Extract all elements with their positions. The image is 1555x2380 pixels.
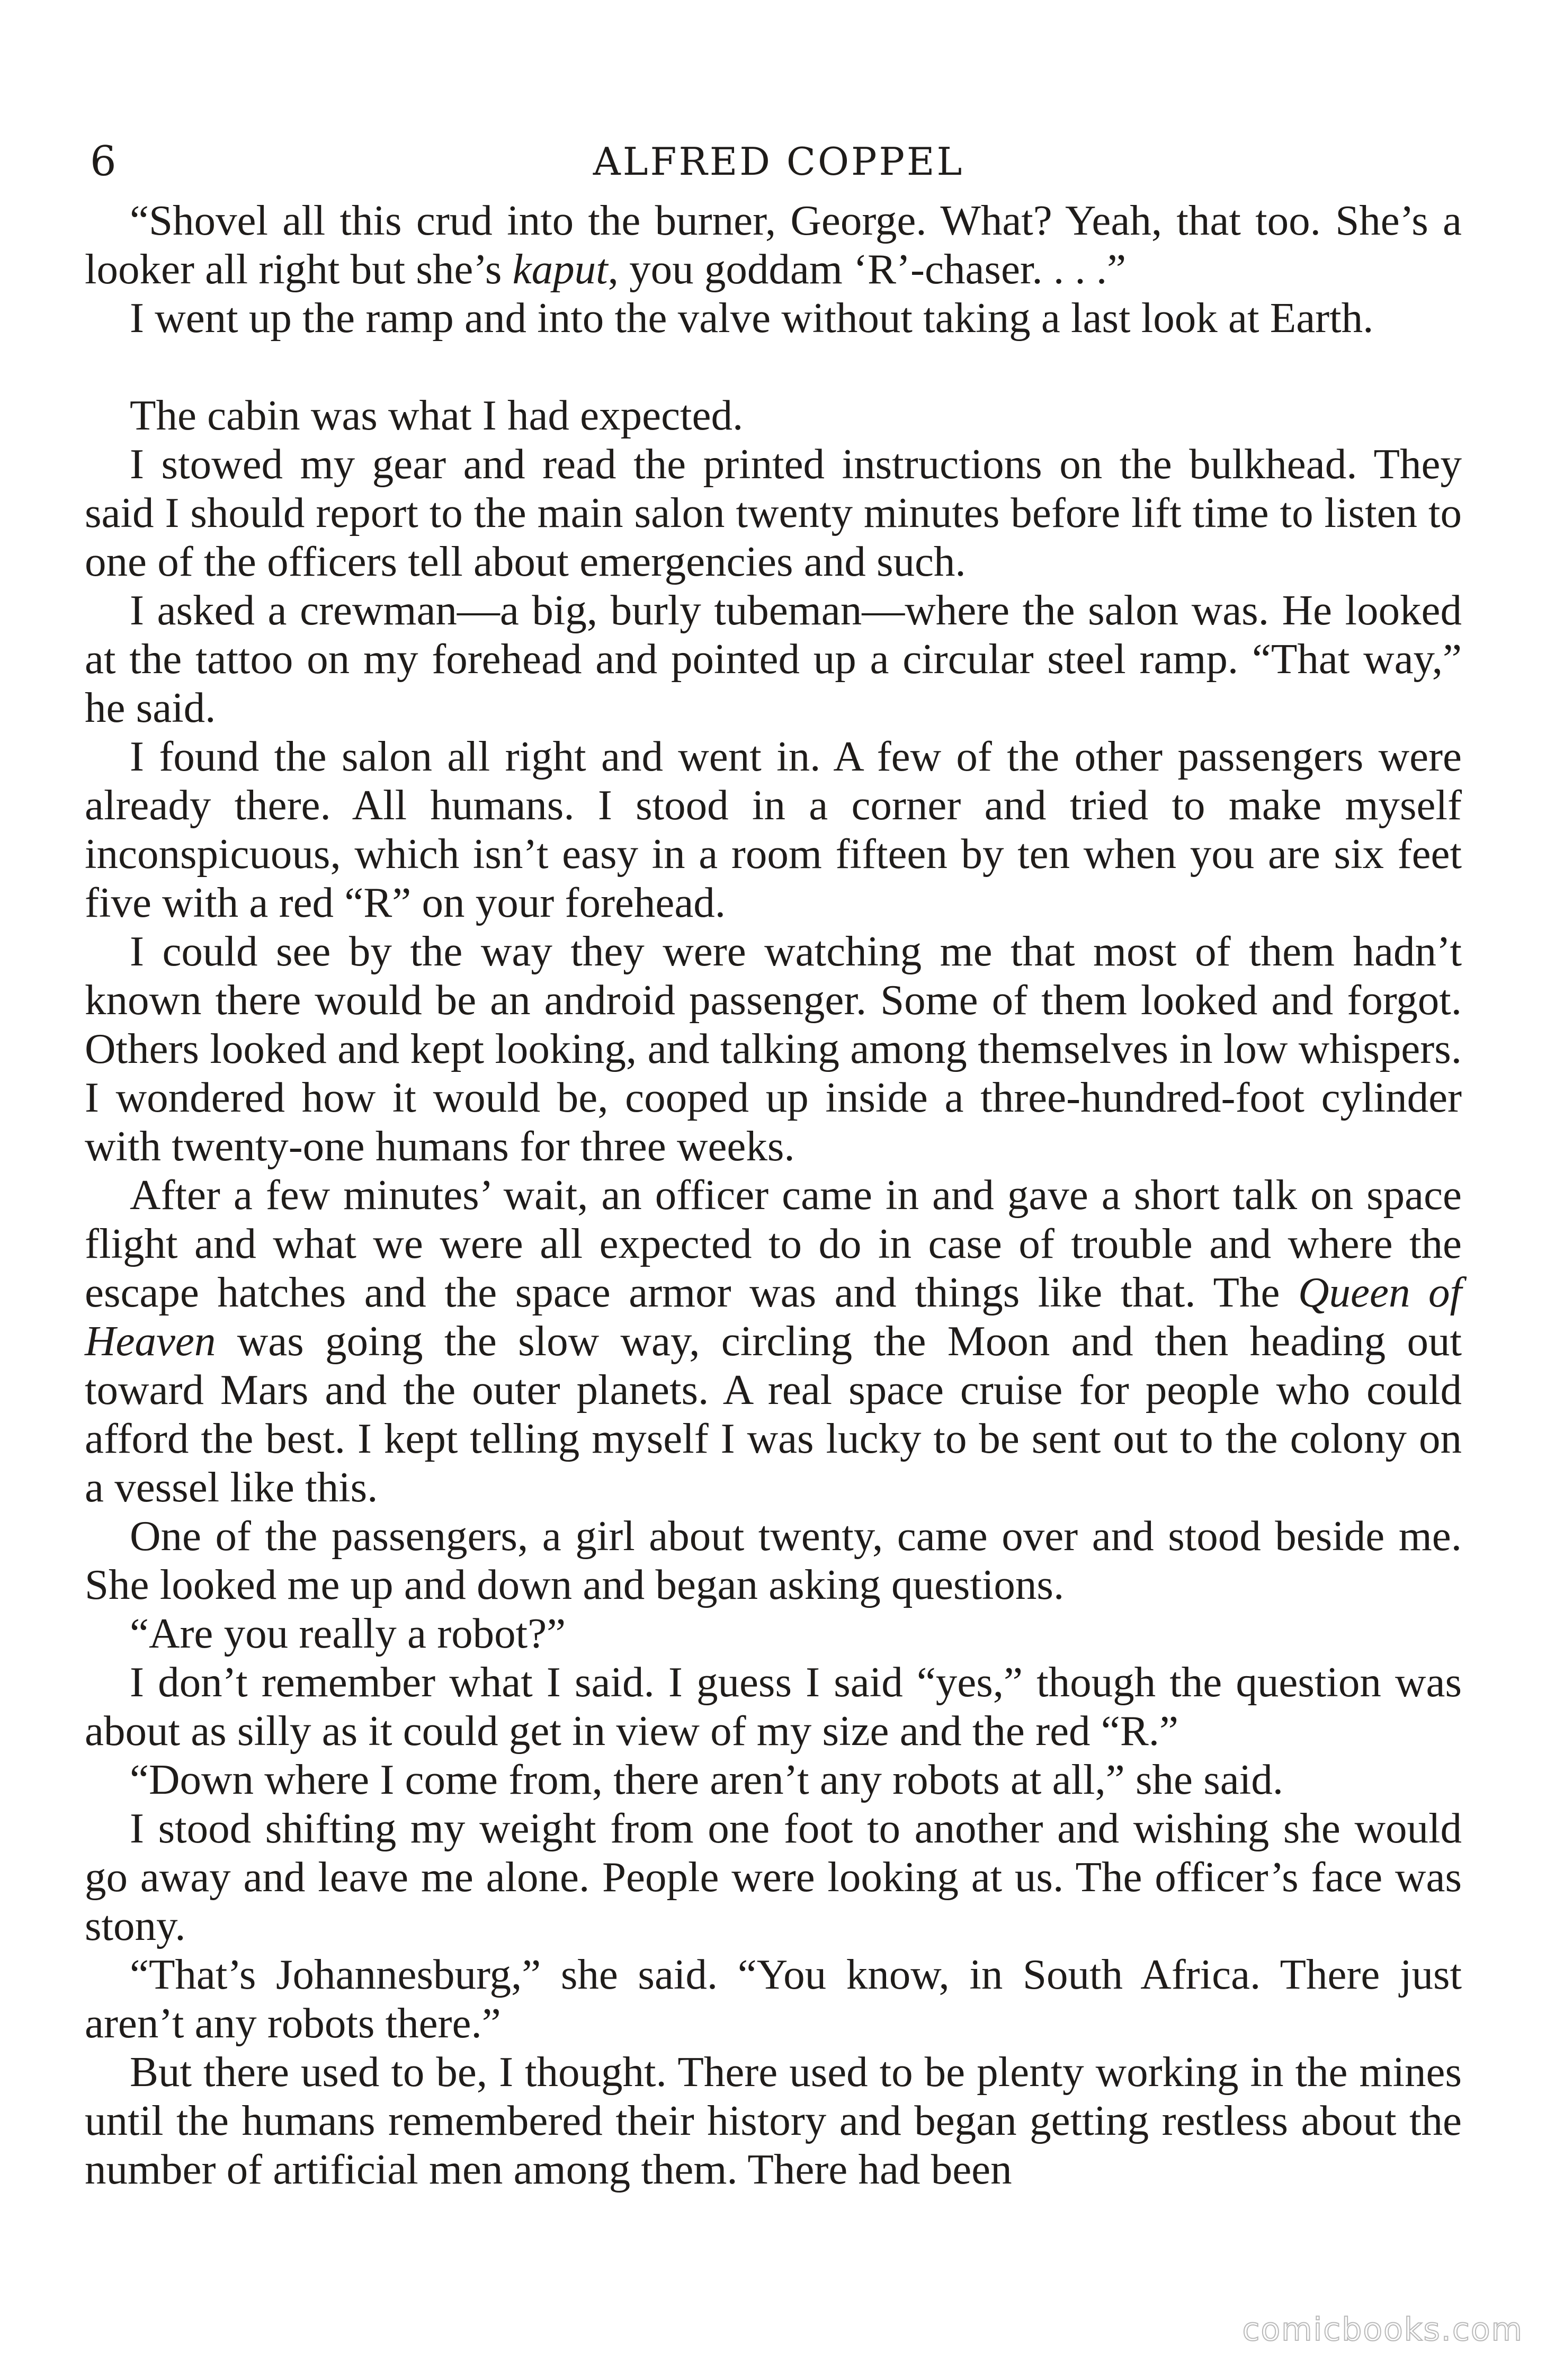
paragraph — [85, 732, 1462, 927]
paragraph — [85, 293, 1462, 342]
watermark-logo: comicbooks.com — [1242, 2311, 1523, 2348]
text-run: “Shovel all this crud into the burner, George. What? Yeah, that too. She’s a looker all right but she’s — [85, 196, 1462, 293]
paragraph — [85, 927, 1462, 1170]
paragraph — [85, 1804, 1462, 1950]
text-run: “Down where I come from, there aren’t any robots at all,” she said. — [130, 1756, 1283, 1803]
paragraph — [85, 2047, 1462, 2194]
text-run: was going the slow way, circling the Moon and then heading out toward Mars and the outer planets. A real space cruise for people who could afford the best. I kept telling myself I was lucky to be sent out to the colony on a vessel like this. — [85, 1317, 1462, 1511]
text-run: After a few minutes’ wait, an officer came in and gave a short talk on space flight and what we were all expected to do in case of trouble and where the escape hatches and the space armor was and things like that. The — [85, 1171, 1462, 1316]
text-run: I went up the ramp and into the valve without taking a last look at Earth. — [130, 294, 1374, 342]
text-run: The cabin was what I had expected. — [130, 391, 744, 439]
text-run: I asked a crewman—a big, burly tubeman—where the salon was. He looked at the tattoo on my forehead and pointed up a circular steel ramp. “That way,” he said. — [85, 586, 1462, 731]
italic-text: Queen of Heaven — [85, 1268, 1462, 1365]
paragraph — [85, 1609, 1462, 1658]
paragraph — [85, 586, 1462, 732]
text-run: I stowed my gear and read the printed instructions on the bulkhead. They said I should report to the main salon twenty minutes before lift time to listen to one of the officers tell about emergencies and such. — [85, 440, 1462, 585]
running-head — [79, 132, 1478, 191]
paragraph — [85, 391, 1462, 440]
text-run: But there used to be, I thought. There used to be plenty working in the mines until the humans remembered their history and began getting restless about the number of artificial men among them. There had been — [85, 2048, 1462, 2193]
paragraph — [85, 1511, 1462, 1609]
text-run: “Are you really a robot?” — [130, 1609, 566, 1657]
text-run: I don’t remember what I said. I guess I said “yes,” though the question was about as silly as it could get in view of my size and the red “R.” — [85, 1658, 1462, 1755]
paragraph — [85, 440, 1462, 586]
text-run: , you goddam ‘R’-chaser. . . .” — [607, 245, 1127, 293]
paragraph — [85, 196, 1462, 293]
paragraph — [85, 1170, 1462, 1511]
text-run: I stood shifting my weight from one foot to another and wishing she would go away and leave me alone. People were looking at us. The officer’s face was stony. — [85, 1804, 1462, 1949]
paragraph — [85, 1755, 1462, 1804]
paragraph — [85, 1658, 1462, 1755]
paragraph — [85, 1950, 1462, 2047]
page-number: 6 — [90, 138, 117, 185]
text-run: One of the passengers, a girl about twenty, came over and stood beside me. She looked me up and down and began asking questions. — [85, 1512, 1462, 1608]
text-run: I found the salon all right and went in. A few of the other passengers were already there. All humans. I stood in a corner and tried to make myself inconspicuous, which isn’t easy in a room fifteen by ten when you are six feet five with a red “R” on your forehead. — [85, 732, 1462, 926]
running-title: ALFRED COPPEL — [593, 139, 964, 184]
italic-text: kaput — [512, 245, 608, 293]
text-run: I could see by the way they were watching me that most of them hadn’t known there would be an android passenger. Some of them looked and forgot. Others looked and kept looking, and talking among themselves in low whispers. I wondered how it would be, cooped up inside a three-hundred-foot cylinder with twenty-one humans for three weeks. — [85, 927, 1462, 1170]
text-run: “That’s Johannesburg,” she said. “You know, in South Africa. There just aren’t any robots there.” — [85, 1950, 1462, 2047]
body-text — [85, 196, 1462, 2194]
